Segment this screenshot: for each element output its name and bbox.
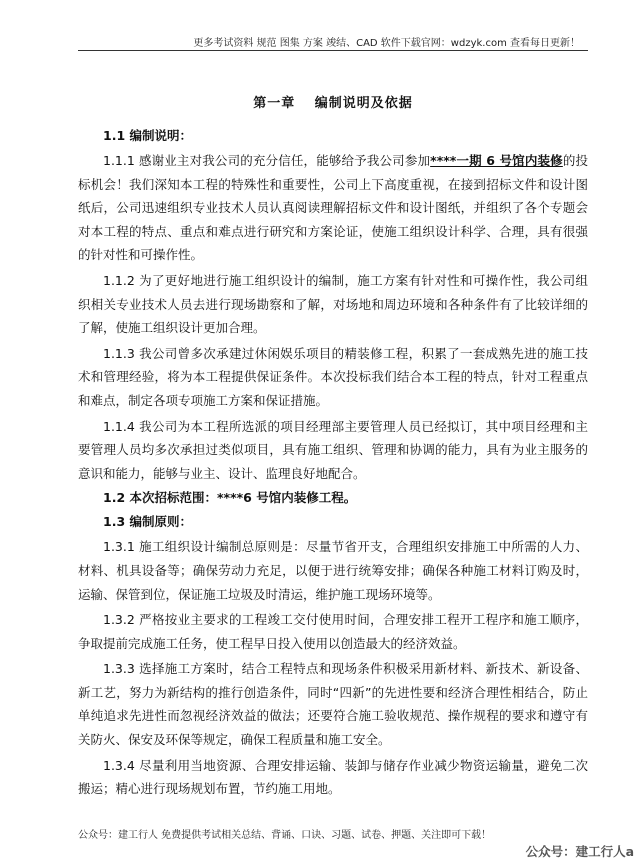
paragraph-1-3-1: 1.3.1 施工组织设计编制总原则是：尽量节省开支，合理组织安排施工中所需的人力、材料、机具设备等；确保劳动力充足，以便于进行统筹安排；确保各种施工材料订购及时，运输、保管到位，保证施工垃圾及时清运，维护施工现场环境等。 (78, 539, 588, 602)
section-heading-1-1: 1.1 编制说明： (103, 128, 192, 143)
paragraph-1-3-4: 1.3.4 尽量利用当地资源、合理安排运输、装卸与储存作业减少物资运输量，避免二次搬运；精心进行现场规划布置，节约施工用地。 (78, 757, 588, 797)
project-name-highlight: ****一期 6 号馆内装修 (430, 153, 563, 168)
paragraph-text: 1.1.1 感谢业主对我公司的充分信任，能够给予我公司参加 (103, 153, 431, 168)
paragraph-1-3-3: 1.3.3 选择施工方案时，结合工程特点和现场条件积极采用新材料、新技术、新设备、新工艺，努力为新结构的推行创造条件，同时“四新”的先进性要和经济合理性相结合，防止单纯追求先进性而忽视经济效益的做法；还要符合施工验收规范、操作规程的要求和遵守有关防火、保安及环保等规定，确保工程质量和施工安全。 (78, 661, 588, 748)
section-heading-1-3: 1.3 编制原则： (103, 514, 192, 530)
section-heading-1-2: 1.2 本次招标范围：****6 号馆内装修工程。 (103, 490, 357, 506)
footer-note: 公众号：建工行人 免费提供考试相关总结、背诵、口诀、习题、试卷、押题、关注即可下载！ (78, 830, 492, 841)
paragraph-text: 的投标机会！我们深知本工程的特殊性和重要性，公司上下高度重视，在接到招标文件和设计图纸后，公司迅速组织专业技术人员认真阅读理解招标文件和设计图纸，并组织了各个专题会对本工程的特点、重点和难点进行研究和方案论证，使施工组织设计科学、合理，具有很强的针对性和可操作性。 (78, 153, 588, 263)
paragraph-1-1-4: 1.1.4 我公司为本工程所选派的项目经理部主要管理人员已经拟订，其中项目经理和主要管理人员均多次承担过类似项目，具有施工组织、管理和协调的能力，具有为业主服务的意识和能力，能够与业主、设计、监理良好地配合。 (78, 418, 588, 481)
paragraph-1-3-2: 1.3.2 严格按业主要求的工程竣工交付使用时间，合理安排工程开工程序和施工顺序，争取提前完成施工任务，使工程早日投入使用以创造最大的经济效益。 (78, 612, 588, 651)
header-note: 更多考试资料 规范 图集 方案 竣结、CAD 软件下载官网：wdzyk.com 查看每日更新！ (193, 38, 580, 49)
header-divider (78, 50, 588, 51)
document-body (78, 92, 588, 803)
watermark-text: 公众号：建工行人a (525, 844, 634, 859)
chapter-title: 第一章 编制说明及依据 (253, 96, 413, 111)
paragraph-1-1-1 (78, 149, 588, 267)
paragraph-1-1-3: 1.1.3 我公司曾多次承建过休闲娱乐项目的精装修工程，积累了一套成熟先进的施工技术和管理经验，将为本工程提供保证条件。本次投标我们结合本工程的特点，针对工程重点和难点，制定各项专项施工方案和保证措施。 (78, 345, 588, 408)
paragraph-1-1-2: 1.1.2 为了更好地进行施工组织设计的编制，施工方案有针对性和可操作性，我公司组织相关专业技术人员去进行现场勘察和了解，对场地和周边环境和各种条件有了比较详细的了解，使施工组织设计更加合理。 (78, 272, 588, 336)
